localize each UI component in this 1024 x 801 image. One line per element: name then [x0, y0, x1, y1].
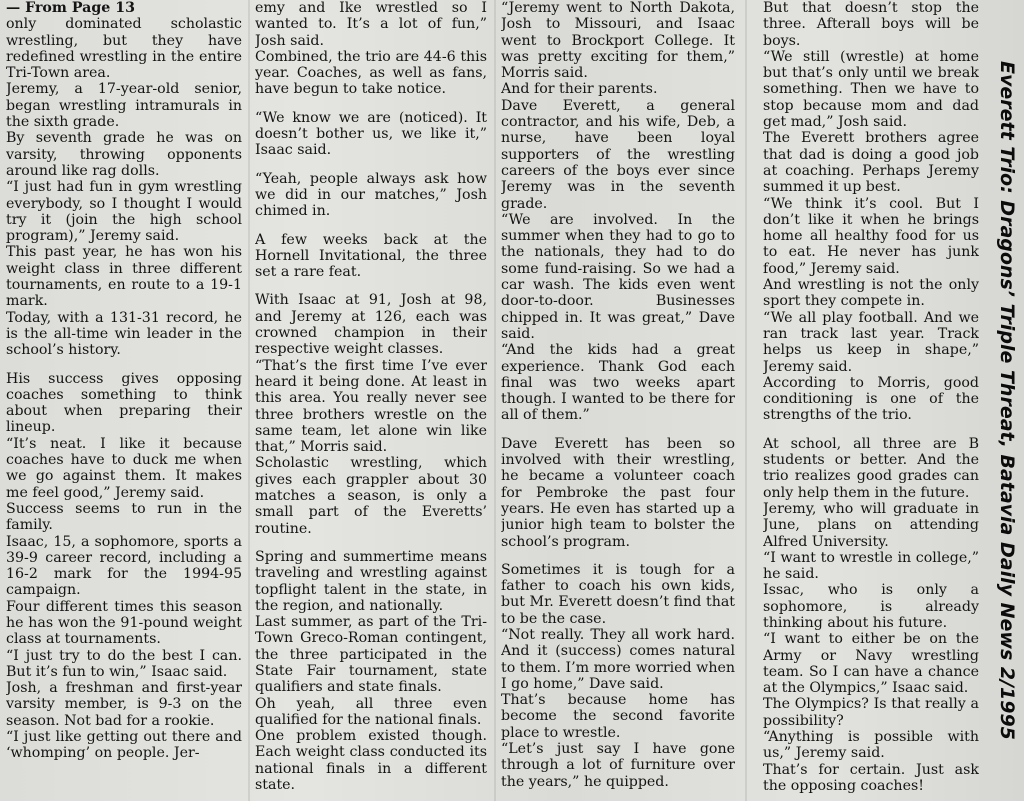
article-paragraph: Scholastic wrestling, which gives each grappler about 30 matches a season, is only a small part of the Everetts’ routine.: [255, 455, 487, 537]
paragraph-gap: [255, 537, 487, 549]
article-paragraph: “We know we are (noticed). It doesn’t bother us, we like it,” Isaac said.: [255, 109, 487, 159]
article-paragraph: Combined, the trio are 44-6 this year. Coaches, as well as fans, have begun to take notice.: [255, 48, 487, 98]
article-paragraph: “Jeremy went to North Dakota, Josh to Missouri, and Isaac went to Brockport College. It was pretty exciting for them,” Morris said.: [501, 0, 735, 82]
article-paragraph: And wrestling is not the only sport they compete in.: [763, 277, 979, 310]
article-column-4: [763, 0, 979, 801]
article-paragraph: Dave Everett has been so involved with their wrestling, he became a volunteer coach for Pembroke the past four years. He even has started up a junior high team to bolster the school’s program.: [501, 435, 735, 550]
article-paragraph: “We think it’s cool. But I don’t like it when he brings home all healthy food for us to eat. He never has junk food,” Jeremy said.: [763, 195, 979, 277]
paragraph-gap: [255, 280, 487, 292]
article-paragraph: One problem existed though. Each weight class conducted its national finals in a different state.: [255, 728, 487, 794]
article-paragraph: Isaac, 15, a sophomore, sports a 39-9 career record, including a 16-2 mark for the 1994-95 campaign.: [6, 533, 242, 599]
article-paragraph: “We still (wrestle) at home but that’s only until we break something. Then we have to stop because mom and dad get mad,” Josh said.: [763, 48, 979, 131]
article-paragraph: Dave Everett, a general contractor, and his wife, Deb, a nurse, have been loyal supporters of the wrestling careers of the boys ever since Jeremy was in the seventh grade.: [501, 97, 735, 212]
side-caption: [990, 0, 1024, 801]
article-paragraph: Sometimes it is tough for a father to coach his own kids, but Mr. Everett doesn’t find that to be the case.: [501, 561, 735, 627]
article-paragraph: At school, all three are B students or better. And the trio realizes good grades can only help them in the future.: [763, 435, 979, 501]
article-paragraph: Four different times this season he has won the 91-pound weight class at tournaments.: [6, 598, 242, 648]
article-paragraph: “I want to either be on the Army or Navy wrestling team. So I can have a chance at the Olympics,” Isaac said.: [763, 631, 979, 697]
article-paragraph: “Let’s just say I have gone through a lot of furniture over the years,” he quipped.: [501, 741, 735, 790]
article-paragraph: “We all play football. And we ran track last year. Track helps us keep in shape,” Jeremy said.: [763, 309, 979, 375]
article-paragraph: “Yeah, people always ask how we did in our matches,” Josh chimed in.: [255, 170, 487, 220]
article-column-2: [255, 0, 487, 801]
paragraph-gap: [501, 550, 735, 562]
article-paragraph: “We are involved. In the summer when they had to go to the nationals, they had to do some fund-raising. So we had a car wash. The kids even went door-to-door. Businesses chipped in. It was great,” Dave said.: [501, 211, 735, 342]
article-paragraph: With Isaac at 91, Josh at 98, and Jeremy at 126, each was crowned champion in their respective weight classes.: [255, 292, 487, 358]
article-column-1: [6, 0, 242, 801]
article-paragraph: Josh, a freshman and first-year varsity member, is 9-3 on the season. Not bad for a rookie.: [6, 680, 242, 729]
article-paragraph: The Olympics? Is that really a possibility?: [763, 696, 979, 729]
article-paragraph: “Not really. They all work hard. And it (success) comes natural to them. I’m more worried when I go home,” Dave said.: [501, 626, 735, 692]
article-paragraph: Last summer, as part of the Tri-Town Greco-Roman contingent, the three participated in the State Fair tournament, state qualifiers and state finals.: [255, 614, 487, 696]
article-paragraph: “I just try to do the best I can. But it’s fun to win,” Isaac said.: [6, 647, 242, 680]
article-paragraph: That’s for certain. Just ask the opposing coaches!: [763, 761, 979, 794]
article-paragraph: By seventh grade he was on varsity, throwing opponents around like rag dolls.: [6, 130, 242, 179]
paragraph-gap: [255, 159, 487, 171]
article-paragraph: Spring and summertime means traveling and wrestling against topflight talent in the state, in the region, and nationally.: [255, 548, 487, 614]
article-paragraph: “It’s neat. I like it because coaches have to duck me when we go against them. It makes me feel good,” Jeremy said.: [6, 435, 242, 501]
column-fold: [494, 0, 496, 801]
article-paragraph: But that doesn’t stop the three. Afterall boys will be boys.: [763, 0, 979, 49]
article-paragraph: Jeremy, who will graduate in June, plans on attending Alfred University.: [763, 500, 979, 550]
article-paragraph: “That’s the first time I’ve ever heard it being done. At least in this area. You really never see three brothers wrestle on the same team, let alone win like that,” Morris said.: [255, 357, 487, 456]
paragraph-gap: [255, 98, 487, 110]
side-caption-text: Everett Trio: Dragons’ Triple Threat, Batavia Daily News 2/1995: [996, 61, 1018, 740]
article-paragraph: Success seems to run in the family.: [6, 500, 242, 534]
article-paragraph: “And the kids had a great experience. Thank God each final was two weeks apart though. I wanted to be there for all of them.”: [501, 342, 735, 424]
article-paragraph: Jeremy, a 17-year-old senior, began wrestling intramurals in the sixth grade.: [6, 81, 242, 131]
article-paragraph: “I want to wrestle in college,” he said.: [763, 549, 979, 583]
article-paragraph: Today, with a 131-31 record, he is the all-time win leader in the school’s history.: [6, 309, 242, 359]
paragraph-gap: [501, 424, 735, 436]
article-paragraph: This past year, he has won his weight class in three different tournaments, en route to a 19-1 mark.: [6, 244, 242, 310]
article-paragraph: According to Morris, good conditioning is one of the strengths of the trio.: [763, 374, 979, 424]
article-paragraph: And for their parents.: [501, 81, 658, 98]
article-paragraph: His success gives opposing coaches something to think about when preparing their lineup.: [6, 370, 242, 436]
article-paragraph: The Everett brothers agree that dad is doing a good job at coaching. Perhaps Jeremy summed it up best.: [763, 130, 979, 196]
column-fold: [248, 0, 250, 801]
article-paragraph: A few weeks back at the Hornell Invitational, the three set a rare feat.: [255, 231, 487, 281]
paragraph-gap: [763, 424, 979, 436]
article-paragraph: That’s because home has become the second favorite place to wrestle.: [501, 692, 735, 741]
article-paragraph: “I just like getting out there and ‘whomping’ on people. Jer-: [6, 729, 242, 762]
article-column-3: [501, 0, 735, 801]
article-paragraph: emy and Ike wrestled so I wanted to. It’s a lot of fun,” Josh said.: [255, 0, 487, 49]
column-fold: [745, 0, 747, 801]
article-paragraph: only dominated scholastic wrestling, but they have redefined wrestling in the entire Tri-Town area.: [6, 16, 242, 82]
from-page-label: — From Page 13: [6, 0, 135, 16]
article-paragraph: Issac, who is only a sophomore, is already thinking about his future.: [763, 582, 979, 631]
paragraph-gap: [6, 359, 242, 371]
article-paragraph: “I just had fun in gym wrestling everybody, so I thought I would try it (join the high school program),” Jeremy said.: [6, 179, 242, 245]
paragraph-gap: [255, 220, 487, 232]
article-paragraph: Oh yeah, all three even qualified for the national finals.: [255, 695, 487, 728]
article-paragraph: “Anything is possible with us,” Jeremy said.: [763, 729, 979, 762]
